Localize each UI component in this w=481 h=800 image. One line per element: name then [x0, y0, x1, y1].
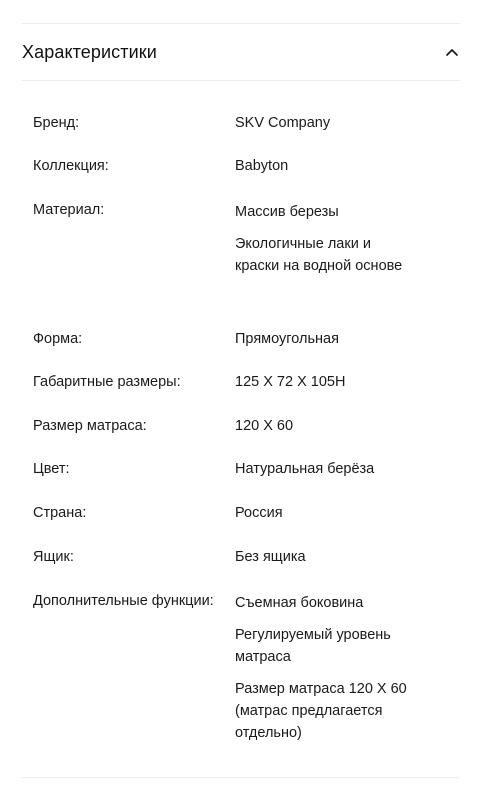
spec-value: SKV Company: [235, 115, 331, 131]
spec-value: 120 Х 60: [235, 418, 294, 434]
spec-label: Материал:: [33, 202, 105, 218]
section-title: Характеристики: [22, 42, 157, 62]
spec-value: Массив березы: [235, 204, 339, 220]
spec-label: Габаритные размеры:: [33, 374, 181, 390]
spec-value: Натуральная берёза: [235, 461, 375, 477]
spec-value: Экологичные лаки и краски на водной основе: [235, 236, 403, 274]
spec-label: Страна:: [33, 505, 87, 521]
spec-value: Регулируемый уровень матраса: [235, 627, 391, 665]
spec-label: Форма:: [33, 331, 83, 347]
spec-label: Бренд:: [33, 115, 80, 131]
characteristics-header[interactable]: [0, 24, 481, 80]
bottom-divider: [22, 777, 460, 778]
spec-value: 125 Х 72 Х 105Н: [235, 374, 346, 390]
spec-label: Размер матраса:: [33, 418, 147, 434]
spec-label: Ящик:: [33, 549, 74, 565]
spec-value: Съемная боковина: [235, 595, 364, 611]
header-divider: [22, 80, 460, 81]
spec-value: Babyton: [235, 158, 289, 174]
spec-label: Коллекция:: [33, 158, 109, 174]
spec-value: Россия: [235, 505, 283, 521]
spec-value: Прямоугольная: [235, 331, 339, 347]
spec-value: Без ящика: [235, 549, 306, 565]
spec-label: Дополнительные функции:: [33, 593, 214, 609]
spec-label: Цвет:: [33, 461, 70, 477]
chevron-up-icon[interactable]: [444, 44, 460, 60]
spec-value: Размер матраса 120 Х 60 (матрас предлагается отдельно): [235, 681, 407, 741]
